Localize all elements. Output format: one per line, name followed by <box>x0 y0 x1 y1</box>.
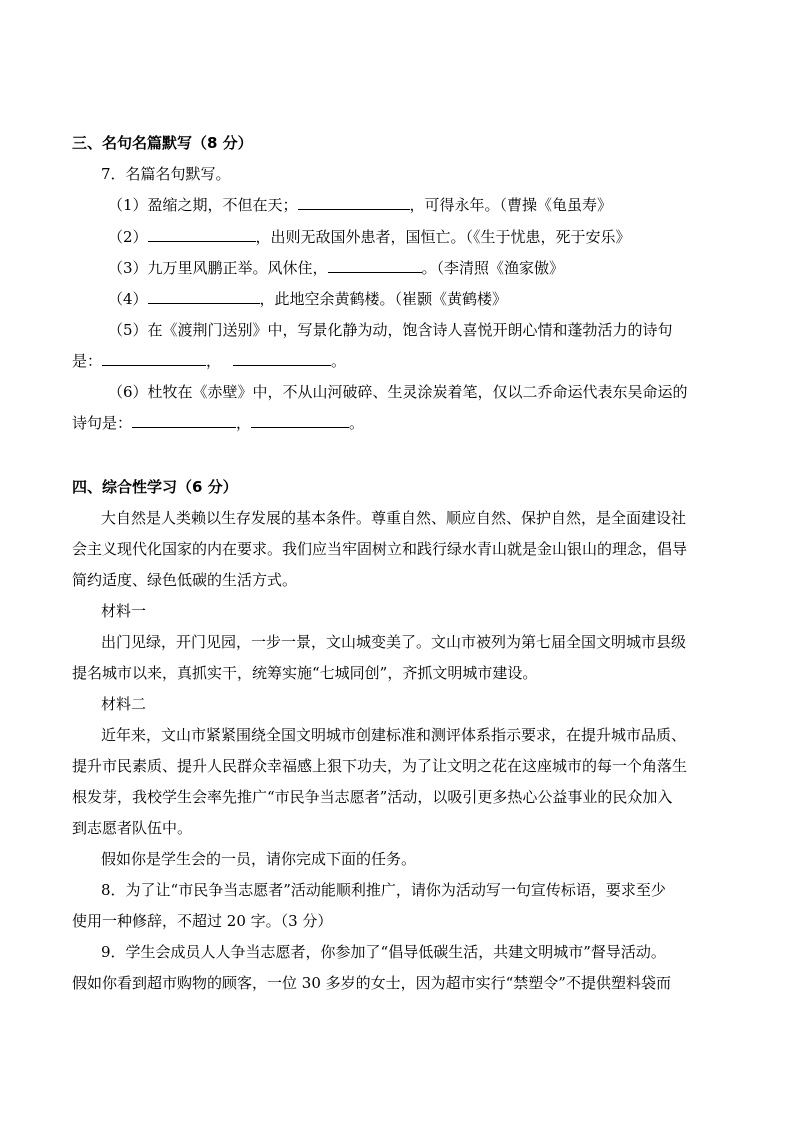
answer-blank[interactable] <box>298 194 410 210</box>
recitation-item-6-line2 <box>72 412 722 434</box>
item-5-end: 。 <box>331 352 347 370</box>
material-1-line-2: 提名城市以来，真抓实干，统筹实施“七城同创”，齐抓文明城市建设。 <box>72 664 538 682</box>
question-8-line-1: 8．为了让“市民争当志愿者”活动能顺利推广，请你为活动写一句宣传标语，要求至少 <box>101 881 666 899</box>
item-4-post: ，此地空余黄鹤楼。（崔颢《黄鹤楼》 <box>259 290 508 308</box>
material-2-line-2: 提升市民素质、提升人民群众幸福感上狠下功夫，为了让文明之花在这座城市的每一个角落生 <box>72 757 688 775</box>
recitation-item-4 <box>108 288 758 310</box>
material-2-line-3: 根发芽，我校学生会率先推广“市民争当志愿者”活动，以吸引更多热心公益事业的民众加入 <box>72 788 673 806</box>
item-1-post: ，可得永年。（曹操《龟虽寿》 <box>409 196 613 214</box>
item-3-post: 。（李清照《渔家傲》 <box>421 259 565 277</box>
recitation-item-6-line1: （6）杜牧在《赤壁》中，不从山河破碎、生灵涂炭着笔，仅以二乔命运代表东吴命运的 <box>108 383 688 401</box>
item-5-pre: 是： <box>72 352 103 370</box>
recitation-item-1 <box>108 194 758 216</box>
answer-blank[interactable] <box>233 350 331 366</box>
intro-line-3: 简约适度、绿色低碳的生活方式。 <box>72 571 298 589</box>
item-5-sep: ， <box>206 352 222 370</box>
answer-blank[interactable] <box>132 412 236 428</box>
material-1-label: 材料一 <box>101 602 147 620</box>
question-7-prompt: 7．名篇名句默写。 <box>101 165 231 183</box>
intro-line-1: 大自然是人类赖以生存发展的基本条件。尊重自然、顺应自然、保护自然，是全面建设社 <box>101 509 687 527</box>
section4-heading: 四、综合性学习（6 分） <box>72 478 238 496</box>
item-2-post: ，出则无敌国外患者，国恒亡。（《生于忧患，死于安乐》 <box>255 228 631 246</box>
material-1-line-1: 出门见绿，开门见园，一步一景，文山城变美了。文山市被列为第七届全国文明城市县级 <box>101 633 687 651</box>
answer-blank[interactable] <box>251 412 349 428</box>
recitation-item-5-line2 <box>72 350 722 372</box>
task-instruction: 假如你是学生会的一员，请你完成下面的任务。 <box>101 850 417 868</box>
item-6-sep: ， <box>236 414 252 432</box>
question-9-line-1: 9．学生会成员人人争当志愿者，你参加了“倡导低碳生活，共建文明城市”督导活动。 <box>101 943 666 961</box>
answer-blank[interactable] <box>148 288 260 304</box>
item-3-pre: （3）九万里风鹏正举。风休住， <box>108 259 328 277</box>
answer-blank[interactable] <box>102 350 206 366</box>
section3-heading: 三、名句名篇默写（8 分） <box>72 134 253 152</box>
recitation-item-5-line1: （5）在《渡荆门送别》中，写景化静为动，饱含诗人喜悦开朗心情和蓬勃活力的诗句 <box>108 321 673 339</box>
question-8-line-2: 使用一种修辞，不超过 20 字。（3 分） <box>72 912 333 930</box>
item-4-pre: （4） <box>108 290 148 308</box>
answer-blank[interactable] <box>148 226 256 242</box>
material-2-line-4: 到志愿者队伍中。 <box>72 819 193 837</box>
intro-line-2: 会主义现代化国家的内在要求。我们应当牢固树立和践行绿水青山就是金山银山的理念，倡导 <box>72 540 688 558</box>
item-2-pre: （2） <box>108 228 148 246</box>
recitation-item-3 <box>108 257 758 279</box>
item-1-pre: （1）盈缩之期，不但在天； <box>108 196 298 214</box>
item-6-end: 。 <box>349 414 365 432</box>
item-6-pre: 诗句是： <box>72 414 133 432</box>
answer-blank[interactable] <box>328 257 422 273</box>
question-9-line-2: 假如你看到超市购物的顾客，一位 30 多岁的女士，因为超市实行“禁塑令”不提供塑料袋而 <box>72 974 671 992</box>
material-2-label: 材料二 <box>101 695 147 713</box>
material-2-line-1: 近年来，文山市紧紧围绕全国文明城市创建标准和测评体系指示要求，在提升城市品质、 <box>101 726 687 744</box>
recitation-item-2 <box>108 226 758 248</box>
